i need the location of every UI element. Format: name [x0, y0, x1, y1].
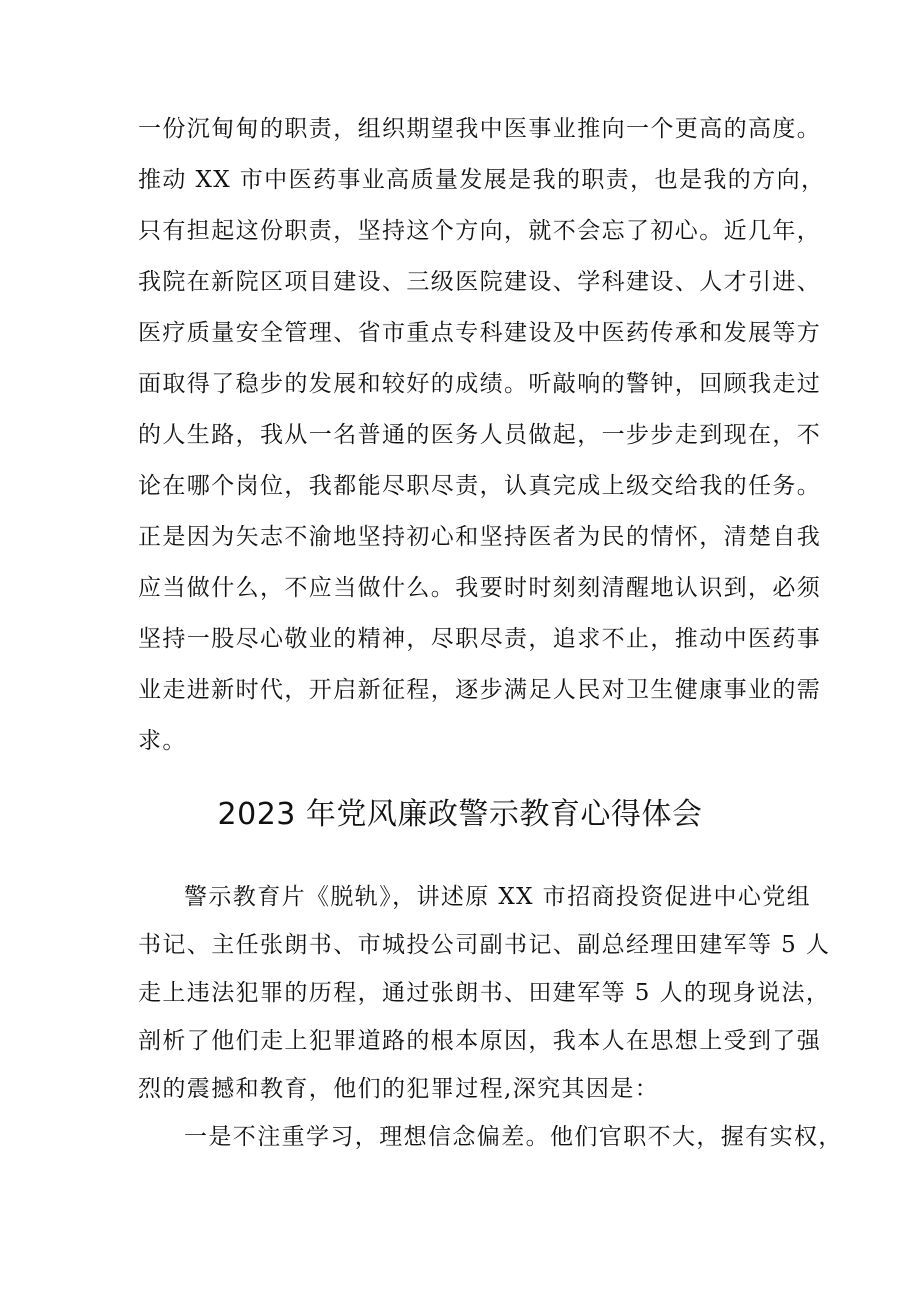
paragraph-line: 剖析了他们走上犯罪道路的根本原因，我本人在思想上受到了强	[138, 1028, 822, 1054]
paragraph-line: 推动 XX 市中医药事业高质量发展是我的职责，也是我的方向，	[138, 167, 826, 193]
paragraph-line: 警示教育片《脱轨》，讲述原 XX 市招商投资促进中心党组	[184, 884, 812, 910]
paragraph-line: 书记、主任张朗书、市城投公司副书记、副总经理田建军等 5 人	[138, 932, 831, 958]
paragraph-line: 我院在新院区项目建设、三级医院建设、学科建设、人才引进、	[138, 269, 822, 295]
paragraph-line: 的人生路，我从一名普通的医务人员做起，一步步走到现在，不	[138, 422, 822, 448]
paragraph-line: 一份沉甸甸的职责，组织期望我中医事业推向一个更高的高度。	[138, 116, 822, 142]
paragraph-line: 只有担起这份职责，坚持这个方向，就不会忘了初心。近几年，	[138, 218, 822, 244]
paragraph-line: 坚持一股尽心敬业的精神，尽职尽责，追求不止，推动中医药事	[138, 626, 822, 652]
paragraph-line: 面取得了稳步的发展和较好的成绩。听敲响的警钟，回顾我走过	[138, 371, 822, 397]
paragraph-line: 应当做什么，不应当做什么。我要时时刻刻清醒地认识到，必须	[138, 575, 822, 601]
paragraph-line: 正是因为矢志不渝地坚持初心和坚持医者为民的情怀，清楚自我	[138, 524, 822, 550]
paragraph-line: 一是不注重学习，理想信念偏差。他们官职不大，握有实权，	[184, 1124, 843, 1150]
paragraph-line: 求。	[138, 728, 187, 754]
paragraph-line: 走上违法犯罪的历程，通过张朗书、田建军等 5 人的现身说法，	[138, 980, 831, 1006]
paragraph-line: 业走进新时代，开启新征程，逐步满足人民对卫生健康事业的需	[138, 677, 822, 703]
section-title: 2023 年党风廉政警示教育心得体会	[217, 797, 703, 832]
paragraph-line: 医疗质量安全管理、省市重点专科建设及中医药传承和发展等方	[138, 320, 822, 346]
paragraph-line: 论在哪个岗位，我都能尽职尽责，认真完成上级交给我的任务。	[138, 473, 822, 499]
paragraph-line: 烈的震撼和教育，他们的犯罪过程,深究其因是：	[138, 1076, 660, 1102]
